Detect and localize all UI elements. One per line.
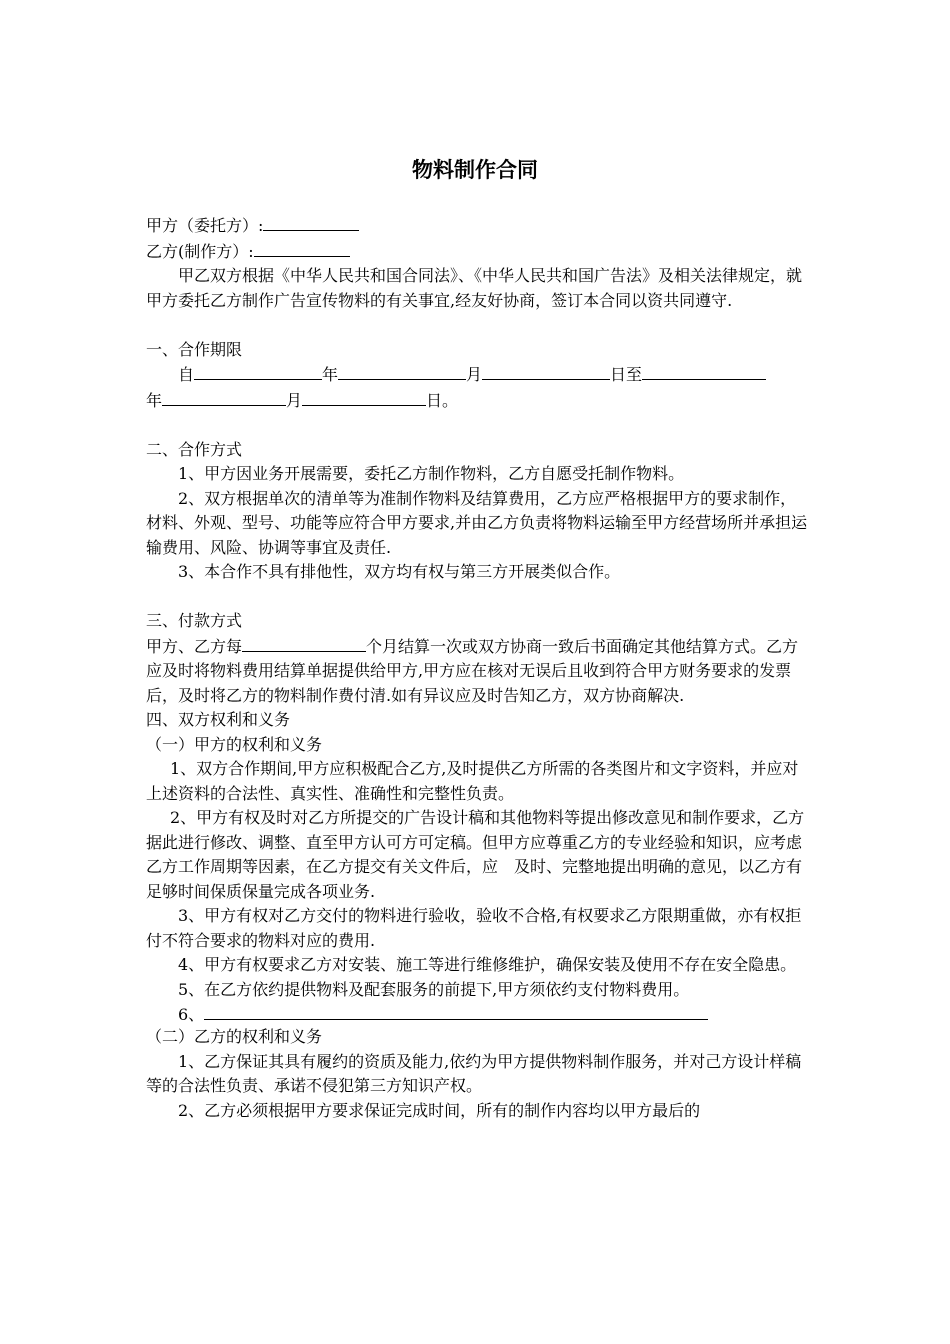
sec2-item: 3、本合作不具有排他性，双方均有权与第三方开展类似合作。	[178, 562, 621, 581]
term-month-label-2: 月	[286, 390, 303, 410]
sec3-text-before: 甲方、乙方每	[146, 636, 243, 656]
sec4-heading: 四、双方权利和义务	[146, 710, 291, 729]
party-a-label: 甲方（委托方）:	[146, 216, 264, 235]
term-year-label-2: 年	[146, 390, 163, 410]
sec4-a-item6-prefix: 6、	[178, 1005, 205, 1024]
item6-blank	[204, 1002, 708, 1020]
sec2-item: 2、双方根据单次的清单等为准制作物料及结算费用，乙方应严格根据甲方的要求制作，材料、外观、型号、功能等应符合甲方要求,并由乙方负责将物料运输至甲方经营场所并承担运输费用、风险、协调等事宜及责任.	[146, 488, 808, 557]
party-b-line	[146, 239, 810, 265]
sec4-a-item: 5、在乙方依约提供物料及配套服务的前提下,甲方须依约支付物料费用。	[178, 979, 690, 999]
start-year-blank	[194, 362, 322, 380]
term-from: 自	[178, 365, 195, 384]
sec4-sub-a-heading: （一）甲方的权利和义务	[146, 734, 323, 754]
end-month-blank	[162, 388, 286, 406]
spacer	[146, 585, 810, 610]
sec4-b-item: 2、乙方必须根据甲方要求保证完成时间，所有的制作内容均以甲方最后的	[178, 1100, 701, 1120]
term-day-to: 日至	[610, 365, 643, 384]
sec3-text-after: 个月结算一次或双方协商一致后书面确定其他结算方式。乙方应及时将物料费用结算单据提供给甲方,甲方应在核对无误后且收到符合甲方财务要求的发票后，及时将乙方的物料制作费付清.如有异议应及时告知乙方，双方协商解决.	[146, 636, 799, 705]
contract-body	[146, 213, 810, 1123]
term-month-label: 月	[466, 365, 483, 384]
sec4-sub-b-heading: （二）乙方的权利和义务	[146, 1027, 323, 1046]
end-day-blank	[302, 388, 426, 406]
sec4-a-item: 1、双方合作期间,甲方应积极配合乙方,及时提供乙方所需的各类图片和文字资料，并应对上述资料的合法性、真实性、准确性和完整性负责。	[146, 759, 799, 803]
term-day-end: 日。	[426, 390, 459, 410]
term-year-label: 年	[322, 365, 339, 384]
term-line-1	[146, 362, 810, 388]
sec4-a-item: 2、甲方有权及时对乙方所提交的广告设计稿和其他物料等提出修改意见和制作要求，乙方据此进行修改、调整、直至甲方认可方可定稿。但甲方应尊重乙方的专业经验和知识，应考虑乙方工作周期等因素，在乙方提交有关文件后，应 及时、完整地提出明确的意见，以乙方有足够时间保质保量完成各项业务.	[146, 808, 805, 901]
sec2-item: 1、甲方因业务开展需要，委托乙方制作物料，乙方自愿受托制作物料。	[178, 464, 685, 483]
party-a-blank	[263, 213, 359, 231]
party-b-label: 乙方(制作方）:	[146, 241, 254, 261]
party-a-line	[146, 213, 810, 239]
term-line-2	[146, 388, 810, 414]
contract-title: 物料制作合同	[412, 158, 538, 182]
spacer	[146, 313, 810, 338]
sec1-heading: 一、合作期限	[146, 339, 243, 359]
start-day-blank	[482, 362, 610, 380]
sec3-heading: 三、付款方式	[146, 611, 243, 630]
end-year-blank	[642, 362, 766, 380]
sec4-a-item-6	[146, 1002, 810, 1025]
sec2-heading: 二、合作方式	[146, 439, 243, 459]
settlement-period-blank	[242, 634, 366, 652]
spacer	[146, 413, 810, 438]
sec3-paragraph	[146, 634, 810, 709]
sec4-a-item: 4、甲方有权要求乙方对安装、施工等进行维修维护，确保安装及使用不存在安全隐患。	[178, 955, 797, 974]
sec4-b-item: 1、乙方保证其具有履约的资质及能力,依约为甲方提供物料制作服务，并对己方设计样稿等的合法性负责、承诺不侵犯第三方知识产权。	[146, 1051, 802, 1095]
sec4-a-item: 3、甲方有权对乙方交付的物料进行验收，验收不合格,有权要求乙方限期重做，亦有权拒付不符合要求的物料对应的费用.	[146, 906, 802, 950]
party-b-blank	[254, 239, 350, 257]
intro-paragraph: 甲乙双方根据《中华人民共和国合同法》、《中华人民共和国广告法》及相关法律规定，就甲方委托乙方制作广告宣传物料的有关事宜,经友好协商，签订本合同以资共同遵守.	[146, 266, 803, 310]
start-month-blank	[338, 362, 466, 380]
